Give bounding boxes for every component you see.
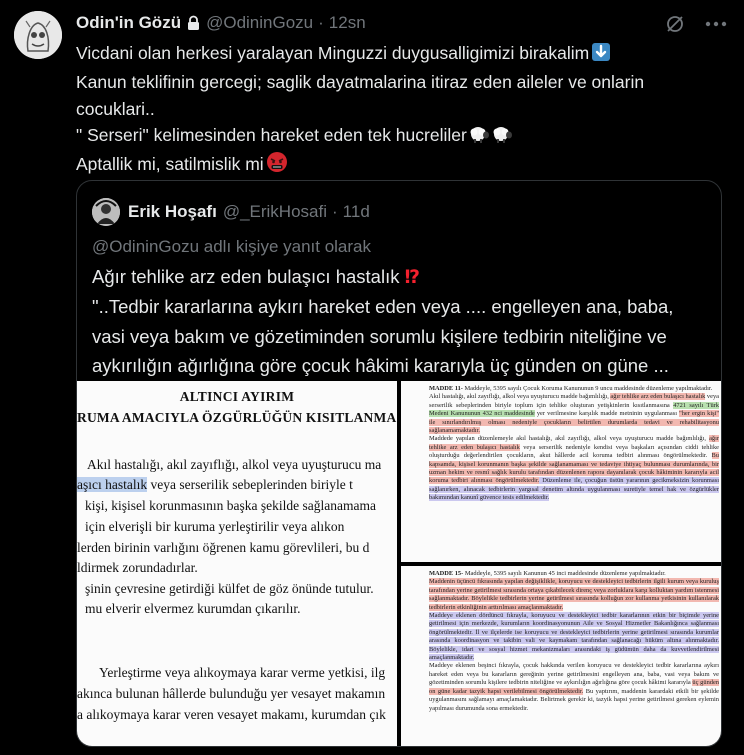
quoted-tweet[interactable] [76,180,722,747]
tweet-line-4: " Serseri" kelimesinden hareket eden tek hucreliler [76,122,726,151]
doc-left-line: a alıkoymaya karar veren vesayet makamı, kurumdan çık [77,707,386,722]
author-name[interactable]: Odin'in Gözü [76,13,182,32]
quoted-tweet-timestamp[interactable]: 11d [342,202,370,221]
document-image-left[interactable] [77,381,397,747]
doc-left-line: aşıcı hastalık veya serserilik sebeplerinden biriyle t [77,477,353,492]
tweet-timestamp[interactable]: 12sn [328,13,366,32]
quoted-author-handle[interactable]: @_ErikHosafi [222,202,327,221]
doc-rb-text: MADDE 15- Maddeyle, 5395 sayılı Kanunun 45 inci maddesinde düzenleme yapılmaktadır. Maddenin üçüncü fıkrasında yapılan değişiklikle, koruyucu ve destekleyici tedbirlerin ilgili kurum veya kuruluş tarafından yerine getirilmesi sırasında ortaya çıkabilecek direnç veya zorluklara karşı kolluktan yardım istenmesi sağlanmaktadır. Böylelikle tedbirlerin yerine getirilmesi sırasında kolluğun zor kullanma yetkisinin kullanılarak tedbirlerin etkinliğinin arttırılması amaçlanmaktadır. Maddeye eklenen dördüncü fıkrayla, koruyucu ve destekleyici tedbir kararlarının etkin bir biçimde yerine getirilmesi için merkezde, kurumların koordinasyonunun Aile ve Sosyal Hizmetler Bakanlığınca sağlanması öngörülmektedir. İl ve ilçelerde ise koruyucu ve destekleyici tedbirlerin yerine getirilmesi sırasında kurumlar arasında koordinasyon ve takibin vali ve kaymakam tarafından sağlanacağı hüküm altına alınmaktadır. Böylelikle, idari ve sosyal hizmet mekanizmaları arasındaki iş güdümün daha da kuvvetlendirilmesi amaçlanmaktadır. Maddeye eklenen beşinci fıkrayla, çocuk hakkında verilen koruyucu ve destekleyici tedbir kararlarına aykırı hareket eden veya bu kararların gereğinin yerine getirilmesini engelleyen ana, baba, vasi veya bakım ve gözetiminden sorumlu kişilere tedbirin niteliğine ve aykırılığın ağırlığına göre çocuk hâkimi kararıyla üç günden on güne kadar tazyik hapsi verilebilmesi öngörülmektedir. Bu yaptırım, maddenin karardaki etkili bir şekilde uygulanmasını sağlamayı amaçlamaktadır. Belirtmek gerekir ki, tazyik hapsi yerine getirilmesi gereken eylemin yapılması durumunda sona ermektedir. [429,570,719,712]
tweet-line-5: Aptallik mi, satilmislik mi [76,151,726,180]
doc-left-line: için elverişli bir kuruma yerleştirilir veya alıkon [85,519,345,534]
quoted-tweet-header [128,201,370,223]
grok-icon[interactable] [665,14,685,34]
media-grid [77,381,722,747]
quoted-line-1: Ağır tehlike arz eden bulaşıcı hastalık ⁉ [92,266,420,287]
tweet-text [76,40,726,180]
author-avatar[interactable] [14,11,62,59]
doc-left-subheading: RUMA AMACIYLA ÖZGÜRLÜĞÜN KISITLANMA [77,410,397,425]
doc-left-line: akınca bulunan hâllerde bulunduğu yer vesayet makamın [77,686,386,701]
doc-left-line: mu elverir elvermez kurumdan çıkarılır. [85,601,301,616]
sheep-emoji [469,124,515,151]
quoted-author-avatar[interactable] [92,198,120,226]
quoted-line-3: vasi veya bakım ve gözetiminden sorumlu kişilere tedbirin niteliğine ve [92,325,667,347]
tweet-header [76,12,366,34]
doc-left-line: kişi, kişisel korunmasının başka şekilde sağlanamama [85,498,376,513]
doc-left-line: Akıl hastalığı, akıl zayıflığı, alkol veya uyuşturucu ma [87,457,382,472]
quoted-line-2: "..Tedbir kararlarına aykırı hareket eden veya .... engelleyen ana, baba, [92,295,674,317]
tweet-line-3: cocuklari.. [76,98,155,119]
header-separator: · [318,13,324,32]
quoted-author-name[interactable]: Erik Hoşafı [128,202,217,221]
document-image-right-bottom[interactable] [401,566,722,747]
document-image-right-top[interactable] [401,381,722,562]
tweet-line-2: Kanun teklifinin gercegi; saglik dayatmalarina itiraz eden aileler ve onlarin [76,72,645,93]
doc-rt-text: MADDE 11- Maddeyle, 5395 sayılı Çocuk Koruma Kanununun 9 uncu maddesinde düzenleme yapılmaktadır. Akıl hastalığı, akıl zayıflığı, alkol veya uyuşturucu madde bağımlılığı, ağır tehlike arz eden bulaşıcı hastalık veya serserilik sebeplerinden biriyle toplum için tehlike oluşturan yetişkinlerin kısıtlanmasına 4721 sayılı Türk Medeni Kanununun 432 nci maddesinde yer verilmesine karşılık madde metninin uygulanması "her ergin kişi" ile sınırlandırılmış olması nedeniyle çocukların belirtilen durumlarda tedavi ve rehabilitasyonu sağlanamamaktadır. Maddede yapılan düzenlemeyle akıl hastalığı, akıl zayıflığı, alkol veya uyuşturucu madde bağımlılığı, ağır tehlike arz eden bulaşıcı hastalık veya serserilik nedeniyle kendisi veya başkaları açısından ciddi tehlike oluşturduğu değerlendirilen çocukların, akut hâllerde acil koruma tedbiri alınması öngörülmektedir. Bu kapsamda, kişisel korunmanın başka şekilde sağlanamaması ve tedaviye ihtiyaç bulunması durumlarında, bir uzman hekim ve resmî sağlık kurulu tarafından düzenlenen rapora dayanılarak çocuk hâkiminin kararıyla acil koruma tedbiri alınması öngörülmektedir. Düzenleme ile, çocuğun üstün yararının gecikmeksizin korunması sağlanırken, alınacak tedbirlerin yargısal denetim altında uygulanması suretiyle temel hak ve özgürlükler bakımından kanunî güvence tesis edilmektedir. [429,385,719,502]
doc-left-line: Yerleştirme veya alıkoymaya karar verme yetkisi, ilg [99,665,386,680]
angry-face-emoji [266,151,288,180]
author-handle[interactable]: @OdininGozu [206,13,314,32]
quoted-line-4: aykırılığın ağırlığına göre çocuk hâkimi kararıyla üç günden on güne ... [92,355,669,377]
tweet-line-1: Vicdani olan herkesi yaralayan Minguzzi duygusalligimizi birakalim [76,40,726,69]
doc-left-line: lerden birinin varlığını öğrenen kamu görevlileri, bu d [77,540,370,555]
doc-left-line: şinin çevresine getirdiği külfet de göz önünde tutulur. [85,581,374,596]
lock-icon [187,15,200,31]
reply-context[interactable]: @OdininGozu adlı kişiye yanıt olarak [92,237,371,256]
doc-left-heading: ALTINCI AYIRIM [179,389,295,404]
more-options-icon[interactable] [705,21,727,27]
doc-left-line: ldirmek zorundadırlar. [77,560,198,575]
quoted-header-separator: · [332,202,338,221]
exclamation-question-emoji: ⁉ [404,266,420,287]
quoted-tweet-text [92,262,707,381]
down-arrow-emoji [591,42,611,69]
